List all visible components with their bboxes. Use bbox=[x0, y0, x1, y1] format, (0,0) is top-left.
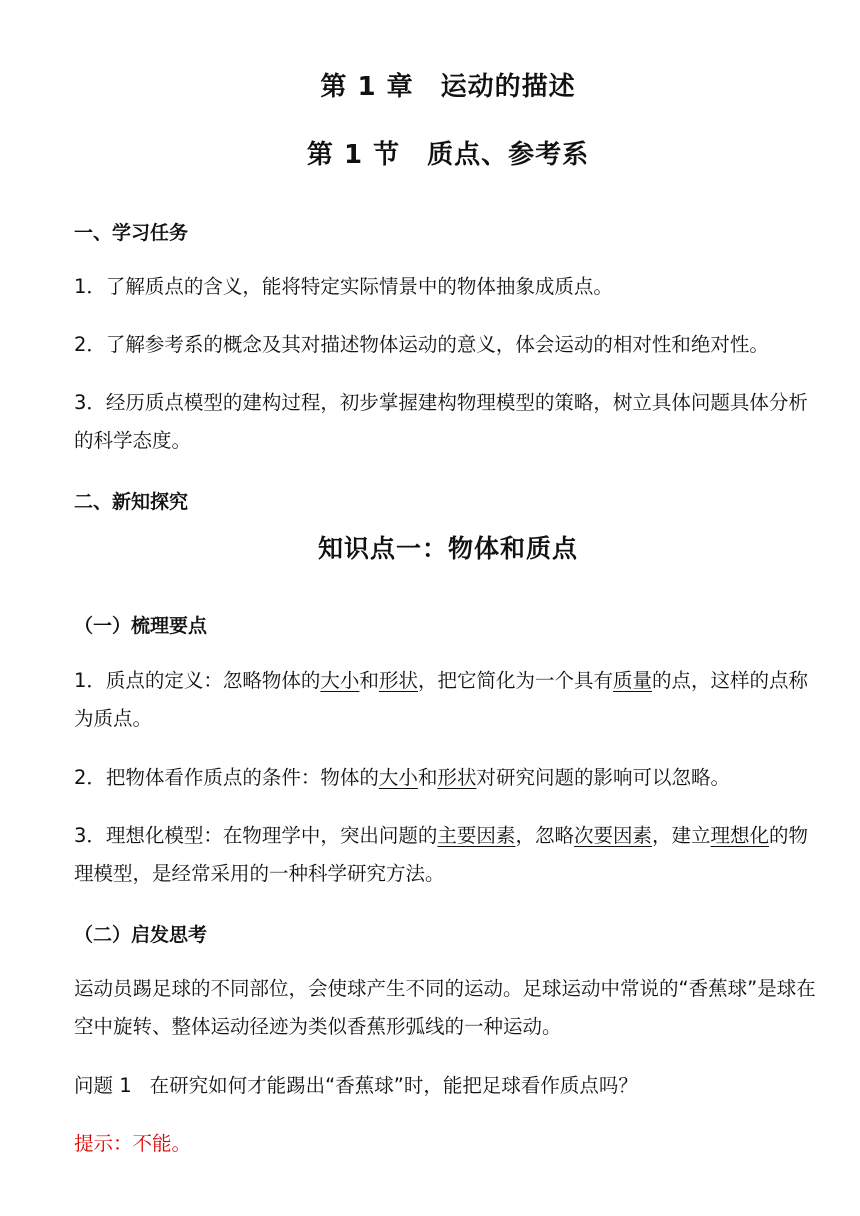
chapter-title: 第 1 章 运动的描述 bbox=[320, 72, 576, 102]
text-run: 和 bbox=[417, 766, 438, 789]
underlined-term: 形状 bbox=[378, 669, 418, 692]
underlined-term: 形状 bbox=[437, 766, 477, 789]
task-item-1: 1．了解质点的含义，能将特定实际情景中的物体抽象成质点。 bbox=[74, 275, 613, 298]
key-point-3 bbox=[74, 817, 822, 893]
underlined-term: 大小 bbox=[378, 766, 418, 789]
text-run: 对研究问题的影响可以忽略。 bbox=[476, 766, 730, 789]
underlined-term: 主要因素 bbox=[437, 824, 516, 847]
section-title: 第 1 节 质点、参考系 bbox=[306, 140, 590, 170]
question-text: 在研究如何才能踢出“香蕉球”时，能把足球看作质点吗？ bbox=[149, 1074, 638, 1097]
underlined-term: 大小 bbox=[320, 669, 360, 692]
text-run: 2．把物体看作质点的条件：物体的 bbox=[74, 766, 379, 789]
task-item-3: 3．经历质点模型的建构过程，初步掌握建构物理模型的策略，树立具体问题具体分析的科学态度。 bbox=[74, 391, 808, 452]
text-run: 3．理想化模型：在物理学中，突出问题的 bbox=[74, 824, 438, 847]
text-run: 和 bbox=[359, 669, 379, 692]
knowledge-point-title: 知识点一：物体和质点 bbox=[317, 534, 578, 563]
question-label: 问题 1 bbox=[74, 1074, 132, 1097]
heading-learning-tasks: 一、学习任务 bbox=[74, 222, 189, 244]
heading-inspiration: （二）启发思考 bbox=[74, 924, 208, 946]
heading-new-knowledge: 二、新知探究 bbox=[74, 491, 189, 513]
text-run: 的物理模型，是经常采用的一种科学研究方法。 bbox=[74, 824, 809, 885]
text-run: ，建立 bbox=[651, 824, 711, 847]
underlined-term: 质量 bbox=[612, 669, 652, 692]
key-point-2 bbox=[74, 759, 822, 797]
hint-answer: 提示：不能。 bbox=[74, 1132, 192, 1155]
question-1 bbox=[74, 1067, 822, 1105]
underlined-term: 次要因素 bbox=[573, 824, 652, 847]
text-run: 的点，这样的点称为质点。 bbox=[74, 669, 809, 730]
key-point-1 bbox=[74, 662, 822, 738]
task-item-2: 2．了解参考系的概念及其对描述物体运动的意义，体会运动的相对性和绝对性。 bbox=[74, 333, 769, 356]
text-run: 1．质点的定义：忽略物体的 bbox=[74, 669, 321, 692]
inspiration-intro: 运动员踢足球的不同部位，会使球产生不同的运动。足球运动中常说的“香蕉球”是球在空中旋转、整体运动径迹为类似香蕉形弧线的一种运动。 bbox=[74, 977, 816, 1038]
text-run: ，把它简化为一个具有 bbox=[417, 669, 613, 692]
underlined-term: 理想化 bbox=[710, 824, 769, 847]
text-run: ，忽略 bbox=[515, 824, 574, 847]
heading-key-points: （一）梳理要点 bbox=[74, 615, 208, 637]
